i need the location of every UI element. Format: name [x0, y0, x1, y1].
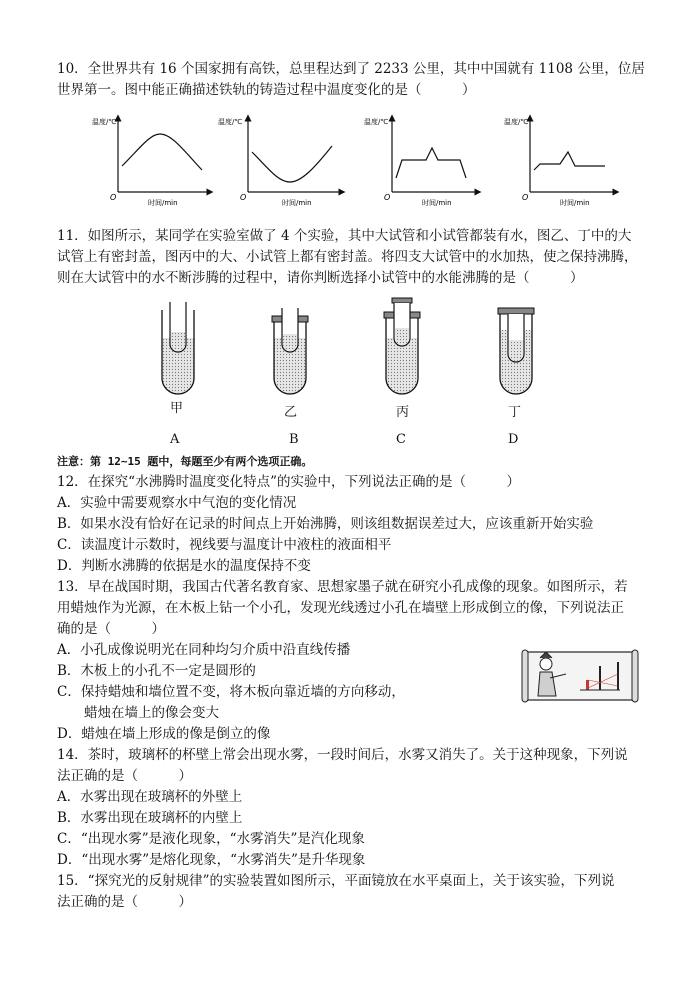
- tube-bing: [384, 298, 420, 394]
- q14-line1: 14．茶时，玻璃杯的杯壁上常会出现水雾，一段时间后，水雾又消失了。关于这种现象，下列说: [57, 747, 628, 763]
- q14-option-a: A．水雾出现在玻璃杯的外壁上: [57, 789, 243, 805]
- q14-option-b: B．水雾出现在玻璃杯的内壁上: [57, 810, 243, 826]
- mozi-pinhole-illustration: [520, 648, 640, 704]
- graph-b-ylabel: 温度/℃: [218, 118, 243, 126]
- q12-option-c: C．读温度计示数时，视线要与温度计中液柱的液面相平: [57, 537, 392, 553]
- q15-line1: 15．“探究光的反射规律”的实验装置如图所示，平面镜放在水平桌面上，关于该实验，下列说: [57, 873, 615, 889]
- option-letter-c: C: [396, 432, 406, 447]
- q11-line3: 则在大试管中的水不断涉腾的过程中，请你判断选择小试管中的水能沸腾的是（ ）: [57, 270, 584, 286]
- tube-yi: [272, 308, 308, 394]
- q10-line2: 世界第一。图中能正确描述铁轨的铸造过程中温度变化的是（ ）: [57, 82, 476, 98]
- q14-option-d: D．“出现水雾”是熔化现象，“水雾消失”是升华现象: [57, 852, 366, 868]
- q12-option-a: A．实验中需要观察水中气泡的变化情况: [57, 495, 297, 511]
- q15-line2: 法正确的是（ ）: [57, 894, 192, 910]
- q13-option-d: D．蜡烛在墙上形成的像是倒立的像: [57, 726, 271, 742]
- option-letter-d: D: [508, 432, 519, 447]
- graph-a-ylabel: 温度/℃: [92, 118, 117, 126]
- graph-d-ylabel: 温度/℃: [504, 118, 529, 126]
- q13-option-c-line1: C．保持蜡烛和墙位置不变，将木板向靠近墙的方向移动，: [57, 684, 405, 700]
- graph-b-origin: O: [240, 193, 247, 202]
- tube-label-jia: 甲: [170, 401, 184, 416]
- graph-a-xlabel: 时间/min: [148, 199, 178, 207]
- graph-d: [504, 117, 616, 207]
- graph-a-origin: O: [110, 193, 117, 202]
- q14-option-c: C．“出现水雾”是液化现象，“水雾消失”是汽化现象: [57, 831, 365, 847]
- graph-b: [218, 117, 342, 207]
- graph-c: [364, 117, 478, 207]
- tube-label-ding: 丁: [508, 405, 522, 420]
- q13-option-c-line2: 蜡烛在墙上的像会变大: [84, 705, 219, 721]
- graph-c-origin: O: [384, 193, 391, 202]
- q13-line2: 用蜡烛作为光源，在木板上钻一个小孔，发现光线透过小孔在墙壁上形成倒立的像，下列说法正: [57, 600, 624, 616]
- q11-line2: 试管上有密封盖，图丙中的大、小试管上都有密封盖。将四支大试管中的水加热，使之保持沸腾，: [57, 249, 638, 265]
- q10-line1: 10．全世界共有 16 个国家拥有高铁，总里程达到了 2233 公里，其中中国就有 1108 公里，位居: [57, 61, 645, 77]
- graph-d-origin: O: [522, 193, 529, 202]
- q11-tubes: [0, 290, 695, 400]
- graph-a: [92, 117, 210, 207]
- option-letter-b: B: [289, 432, 299, 447]
- option-letter-a: A: [170, 432, 180, 447]
- q12-option-b: B．如果水没有恰好在记录的时间点上开始沸腾，则该组数据误差过大，应该重新开始实验: [57, 516, 594, 532]
- graph-c-xlabel: 时间/min: [422, 199, 452, 207]
- note: 注意：第 12~15 题中，每题至少有两个选项正确。: [57, 455, 313, 468]
- q13-option-a: A．小孔成像说明光在同种均匀介质中沿直线传播: [57, 642, 351, 658]
- tube-label-bing: 丙: [396, 405, 410, 420]
- q12-stem: 12．在探究“水沸腾时温度变化特点”的实验中，下列说法正确的是（ ）: [57, 474, 520, 490]
- q13-option-b: B．木板上的小孔不一定是圆形的: [57, 663, 256, 679]
- tube-jia: [162, 302, 194, 394]
- q14-line2: 法正确的是（ ）: [57, 768, 192, 784]
- tube-ding: [498, 308, 534, 394]
- q12-option-d: D．判断水沸腾的依据是水的温度保持不变: [57, 558, 311, 574]
- graph-b-xlabel: 时间/min: [282, 199, 312, 207]
- q13-line1: 13．早在战国时期，我国古代著名教育家、思想家墨子就在研究小孔成像的现象。如图所示，若: [57, 579, 628, 595]
- graph-c-ylabel: 温度/℃: [364, 118, 389, 126]
- tube-label-yi: 乙: [284, 405, 298, 420]
- graph-d-xlabel: 时间/min: [560, 199, 590, 207]
- q11-line1: 11．如图所示，某同学在实验室做了 4 个实验，其中大试管和小试管都装有水，图乙、丁中的大: [57, 228, 632, 244]
- q10-graphs: [0, 110, 695, 210]
- q13-line3: 确的是（ ）: [57, 621, 165, 637]
